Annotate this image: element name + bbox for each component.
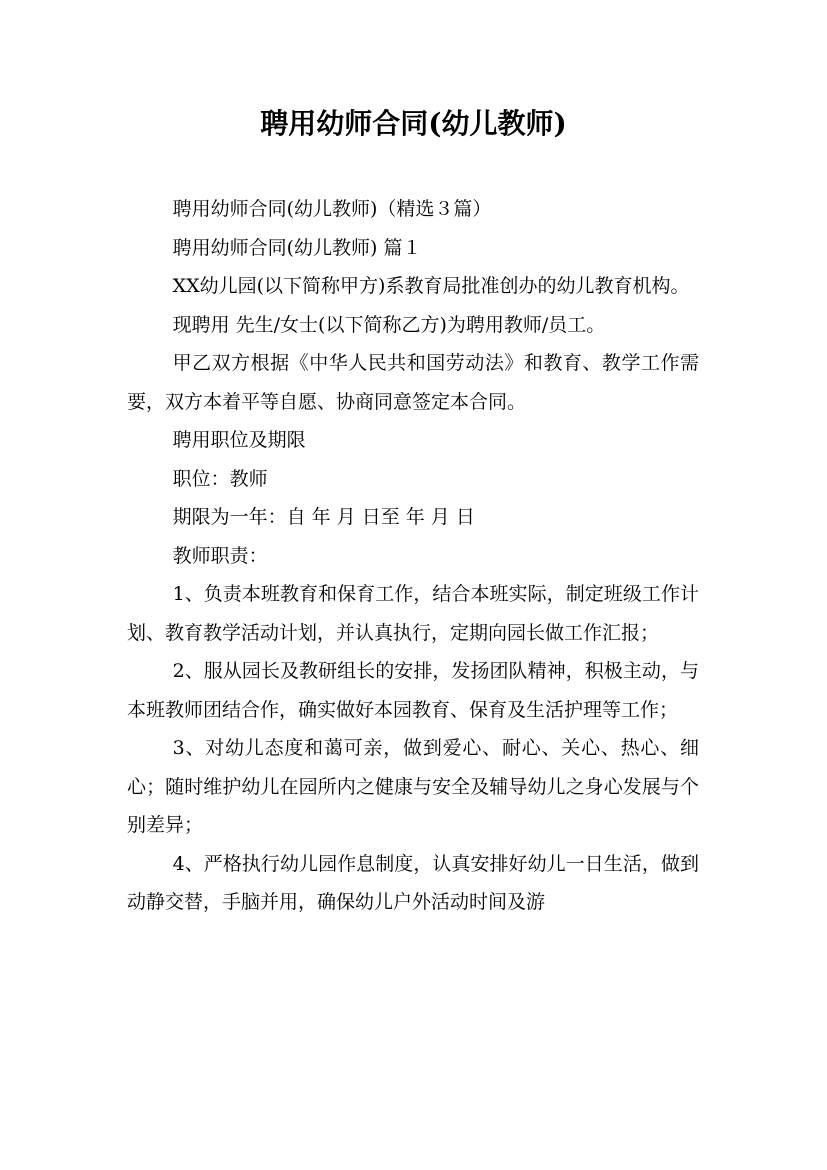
paragraph-section-heading: 聘用幼师合同(幼儿教师) 篇１ — [172, 236, 422, 259]
paragraph-duties-heading: 教师职责： — [172, 544, 268, 567]
document-body — [127, 190, 699, 922]
paragraph-position: 职位：教师 — [172, 467, 268, 490]
paragraph-duty-1: 1、负责本班教育和保育工作，结合本班实际，制定班级工作计划、教育教学活动计划，并认真执行，定期向园长做工作汇报； — [127, 583, 699, 644]
paragraph-duty-4: 4、严格执行幼儿园作息制度，认真安排好幼儿一日生活，做到动静交替，手脑并用，确保幼儿户外活动时间及游 — [127, 852, 699, 913]
paragraph-duty-2: 2、服从园长及教研组长的安排，发扬团队精神，积极主动，与本班教师团结合作，确实做好本园教育、保育及生活护理等工作； — [127, 660, 699, 721]
paragraph-intro: XX幼儿园(以下简称甲方)系教育局批准创办的幼儿教育机构。 — [172, 275, 690, 297]
paragraph-subtitle: 聘用幼师合同(幼儿教师)（精选３篇） — [172, 198, 492, 220]
paragraph-agreement: 甲乙双方根据《中华人民共和国劳动法》和教育、教学工作需要，双方本着平等自愿、协商同意签定本合同。 — [127, 352, 699, 413]
paragraph-duty-3: 3、对幼儿态度和蔼可亲，做到爱心、耐心、关心、热心、细心；随时维护幼儿在园所内之健康与安全及辅导幼儿之身心发展与个别差异； — [127, 737, 699, 836]
document-title: 聘用幼师合同(幼儿教师) — [260, 107, 567, 140]
paragraph-hire: 现聘用 先生/女士(以下简称乙方)为聘用教师/员工。 — [172, 313, 606, 336]
paragraph-term: 期限为一年：自 年 月 日至 年 月 日 — [172, 506, 475, 528]
paragraph-position-heading: 聘用职位及期限 — [172, 429, 306, 451]
